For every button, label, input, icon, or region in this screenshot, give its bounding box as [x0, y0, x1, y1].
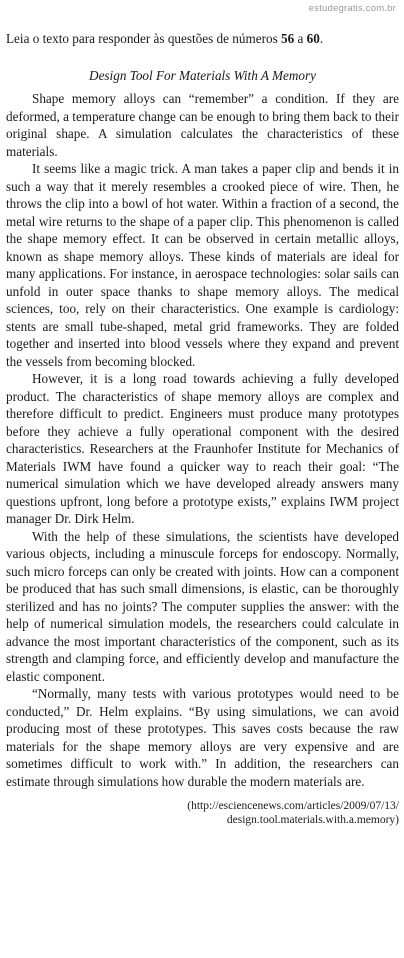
article-paragraph-4: With the help of these simulations, the scientists have developed various objects, including a minuscule forceps for endoscopy. Normally, such micro forceps can only be created with joints. How can a component be produced that has such small dimensions, is elastic, can be thoroughly sterilized and has no joints? The computer supplies the answer: with the help of numerical simulation models, the researchers could calculate in advance the most important characteristics of the component, such as its strength and clamping force, and efficiently develop and manufacture the elastic component.: [6, 528, 399, 684]
article-paragraph-5: “Normally, many tests with various prototypes would need to be conducted,” Dr. Helm explains. “By using simulations, we can avoid producing most of these prototypes. This saves costs because the raw materials for the shape memory alloys are very expensive and are sometimes difficult to work with.” In addition, the researchers can estimate through simulations how durable the modern materials are.: [6, 686, 399, 789]
instruction-prefix: Leia o texto para responder às questões de números: [6, 31, 282, 46]
source-url-line-2: design.tool.materials.with.a.memory): [226, 814, 399, 826]
source-citation: [6, 799, 399, 827]
instruction-line: [6, 30, 399, 48]
document-page: [6, 30, 399, 827]
question-start-number: 56: [281, 31, 295, 46]
instruction-suffix: .: [319, 31, 324, 46]
article-paragraph-3: However, it is a long road towards achieving a fully developed product. The characteristics of shape memory alloys are complex and therefore difficult to predict. Engineers must produce many prototypes before they achieve a fully operational component with the desired characteristics. Researchers at the Fraunhofer Institute for Mechanics of Materials IWM have found a quicker way to reach their goal: “The numerical simulation which we have developed already answers many questions upfront, long before a prototype exists,” explains IWM project manager Dr. Dirk Helm.: [6, 371, 399, 526]
article-title: Design Tool For Materials With A Memory: [89, 68, 316, 83]
site-watermark: estudegratis.com.br: [308, 3, 396, 14]
article-paragraph-1: Shape memory alloys can “remember” a condition. If they are deformed, a temperature change can be enough to bring them back to their original shape. A simulation calculates the characteristics of these materials.: [6, 91, 399, 159]
article-paragraph-2: It seems like a magic trick. A man takes a paper clip and bends it in such a way that it merely resembles a crooked piece of wire. Then, he throws the clip into a bowl of hot water. Within a fraction of a second, the metal wire returns to the shape of a paper clip. This phenomenon is called the shape memory effect. It can be observed in certain metallic alloys, known as shape memory alloys. These kinds of materials are ideal for many applications. For instance, in aerospace technologies: solar sails can unfold in outer space thanks to shape memory alloys. The medical sciences, too, rely on their characteristics. One example is cardiology: stents are small tube-shaped, metal grid frameworks. They are folded together and inserted into blood vessels where they expand and prevent the vessels from becoming blocked.: [6, 161, 399, 369]
source-url-line-1: (http://esciencenews.com/articles/2009/07/13/: [187, 800, 399, 812]
instruction-middle: a: [294, 31, 307, 46]
question-end-number: 60: [306, 31, 320, 46]
